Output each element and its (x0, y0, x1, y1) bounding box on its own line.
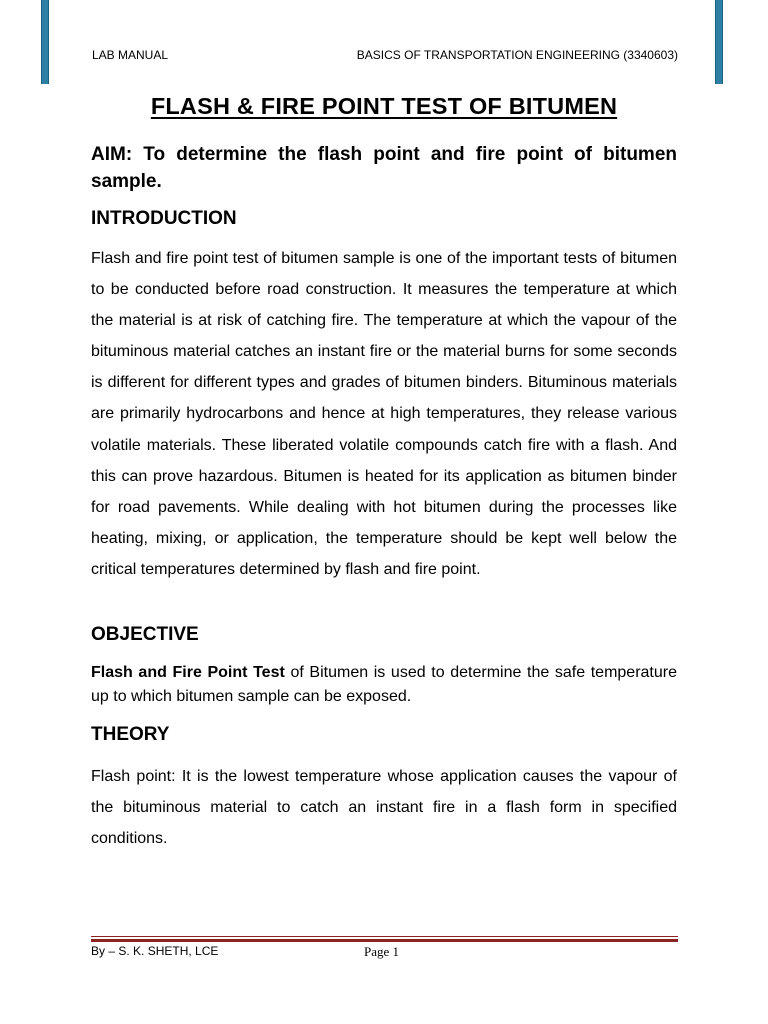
footer-rule-thin (91, 936, 678, 937)
right-side-bar (715, 0, 723, 84)
introduction-paragraph: Flash and fire point test of bitumen sample is one of the important tests of bitumen to be conducted before road construction. It measures the temperature at which the material is at risk of catching fire. The temperature at which the vapour of the bituminous material catches an instant fire or the material burns for some seconds is different for different types and grades of bitumen binders. Bituminous materials are primarily hydrocarbons and hence at high temperatures, they release various volatile materials. These liberated volatile compounds catch fire with a flash. And this can prove hazardous. Bitumen is heated for its application as bitumen binder for road pavements. While dealing with hot bitumen during the processes like heating, mixing, or application, the temperature should be kept well below the critical temperatures determined by flash and fire point. (91, 250, 677, 578)
theory-paragraph: Flash point: It is the lowest temperature whose application causes the vapour of the bituminous material to catch an instant fire in a flash form in specified conditions. (91, 768, 677, 848)
page-title: FLASH & FIRE POINT TEST OF BITUMEN (150, 93, 618, 119)
running-header (92, 48, 678, 66)
objective-body-text: of Bitumen is used to determine the safe temperature up to which bitumen sample can be exposed. (91, 664, 678, 705)
footer-rule-thick (91, 939, 678, 942)
objective-heading: OBJECTIVE (91, 624, 199, 645)
page-footer (91, 944, 678, 962)
left-side-bar (41, 0, 49, 84)
footer-author: By – S. K. SHETH, LCE (91, 944, 219, 958)
header-right-text: BASICS OF TRANSPORTATION ENGINEERING (3340603) (356, 48, 678, 62)
theory-heading: THEORY (91, 724, 170, 745)
footer-page-number: Page 1 (364, 944, 400, 959)
introduction-heading: INTRODUCTION (91, 208, 237, 229)
objective-paragraph (91, 661, 677, 709)
header-left-text: LAB MANUAL (92, 48, 169, 62)
aim-statement: AIM: To determine the flash point and fire point of bitumen sample. (91, 144, 677, 192)
objective-lead-text: Flash and Fire Point Test (91, 664, 285, 681)
